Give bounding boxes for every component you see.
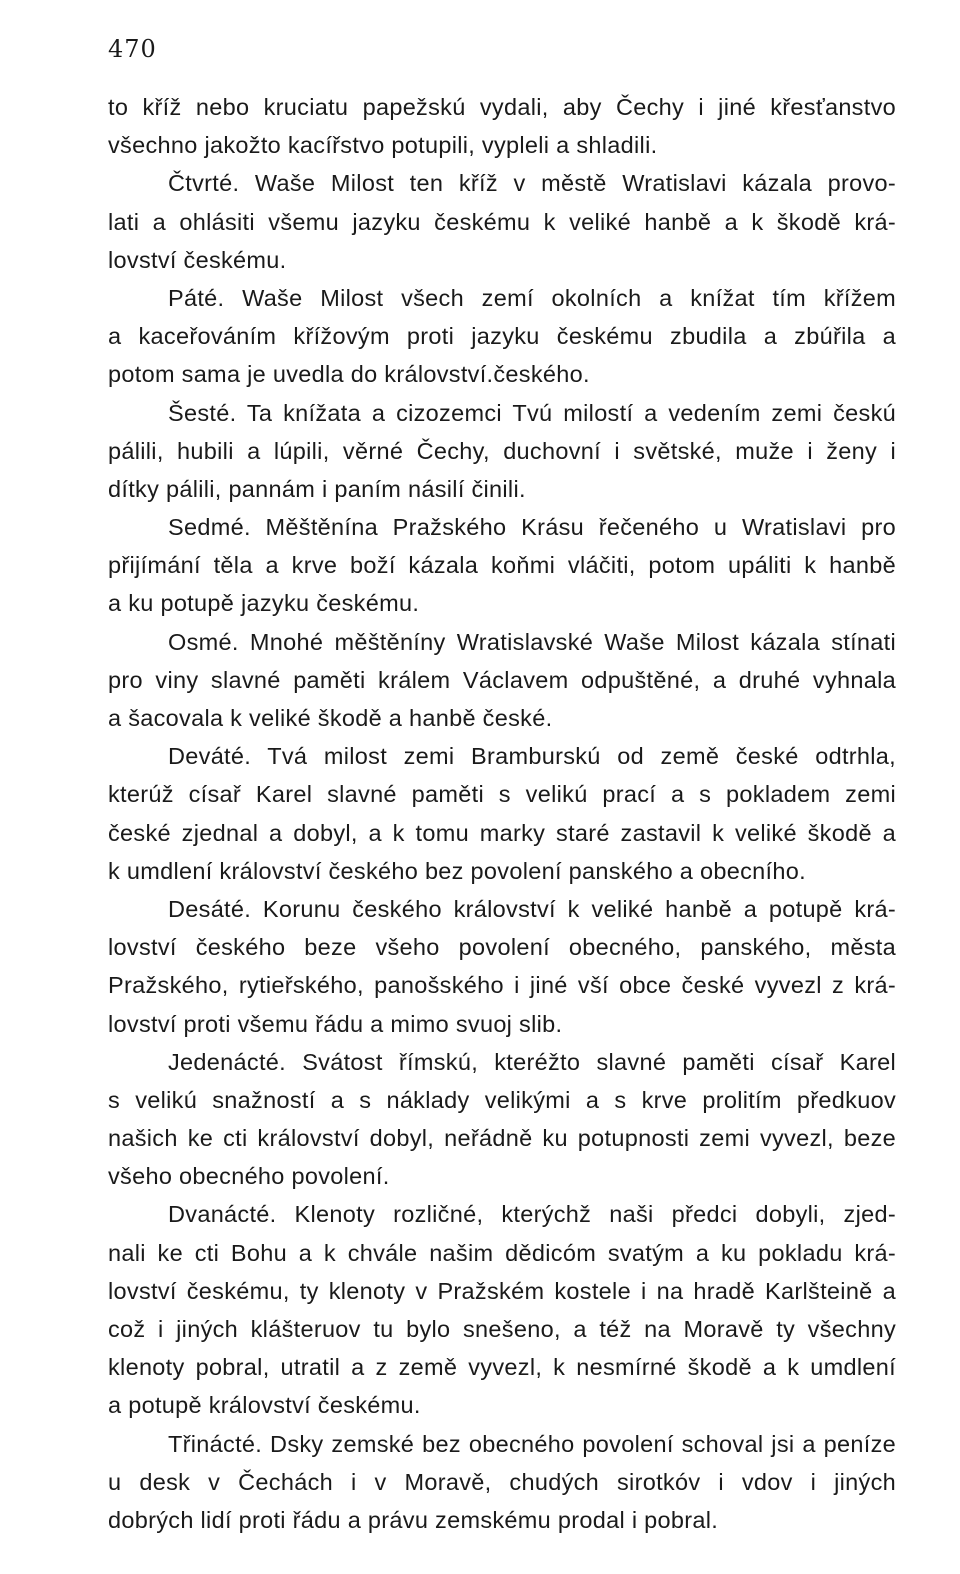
text-body bbox=[108, 88, 896, 1539]
text-line: a ku potupě jazyku českému. bbox=[108, 590, 420, 617]
text-line: a šacovala k veliké škodě a hanbě české. bbox=[108, 705, 553, 731]
text-line: u desk v Čechách i v Moravě, chudých sirotkóv i vdov i jiných bbox=[108, 1468, 896, 1495]
text-line: lati a ohlásiti všemu jazyku českému k veliké hanbě a k škodě krá- bbox=[108, 208, 896, 235]
text-line: všechno jakožto kacířstvo potupili, vypleli a shladili. bbox=[108, 132, 658, 159]
text-line: Osmé. Mnohé měštěníny Wratislavské Waše Milost kázala stínati bbox=[168, 628, 896, 655]
text-line: Třinácté. Dsky zemské bez obecného povolení schoval jsi a peníze bbox=[168, 1430, 896, 1457]
text-line: našich ke cti království dobyl, neřádně ku potupnosti zemi vyvezl, beze bbox=[108, 1125, 896, 1152]
text-line: s velikú snažností a s náklady velikými a s krve prolitím předkuov bbox=[108, 1086, 896, 1113]
text-line: dítky pálili, pannám i paním násilí činili. bbox=[108, 475, 526, 502]
text-line: lovství českého beze všeho povolení obecného, panského, města bbox=[108, 934, 896, 961]
text-line: Šesté. Ta knížata a cizozemci Tvú milostí a vedením zemi českú bbox=[168, 399, 896, 426]
text-line: lovství českému. bbox=[108, 246, 287, 273]
text-line: Jedenácté. Svátost římskú, kteréžto slavné paměti císař Karel bbox=[168, 1048, 896, 1075]
text-line: kterúž císař Karel slavné paměti s velikú prací a s pokladem zemi bbox=[108, 781, 896, 808]
text-line: všeho obecného povolení. bbox=[108, 1163, 390, 1190]
text-line: nali ke cti Bohu a k chvále našim dědicóm svatým a ku pokladu krá- bbox=[108, 1239, 896, 1266]
text-line: a kaceřováním křížovým proti jazyku českému zbudila a zbúřila a bbox=[108, 323, 896, 350]
text-line: a potupě království českému. bbox=[108, 1392, 421, 1419]
text-line: přijímání těla a krve boží kázala koňmi vláčiti, potom upáliti k hanbě bbox=[108, 552, 896, 579]
text-line: k umdlení království českého bez povolení panského a obecního. bbox=[108, 857, 806, 884]
text-line: Desáté. Korunu českého království k veliké hanbě a potupě krá- bbox=[168, 895, 896, 922]
text-line: klenoty pobral, utratil a z země vyvezl, k nesmírné škodě a k umdlení bbox=[108, 1354, 896, 1381]
text-line: Dvanácté. Klenoty rozličné, kterýchž naši předci dobyli, zjed- bbox=[168, 1201, 896, 1228]
text-line: lovství českému, ty klenoty v Pražském kostele i na hradě Karlšteině a bbox=[108, 1277, 896, 1304]
text-line: což i jiných klášteruov tu bylo snešeno, a též na Moravě ty všechny bbox=[108, 1316, 896, 1342]
text-line: to kříž nebo kruciatu papežskú vydali, aby Čechy i jiné křesťanstvo bbox=[108, 94, 896, 120]
text-line: Pražského, rytieřského, panošského i jiné vší obce české vyvezl z krá- bbox=[108, 972, 896, 999]
text-line: Deváté. Tvá milost zemi Bramburskú od země české odtrhla, bbox=[168, 743, 896, 770]
text-line: lovství proti všemu řádu a mimo svuoj slib. bbox=[108, 1010, 563, 1037]
text-line: potom sama je uvedla do království.českého. bbox=[108, 361, 590, 388]
page-number: 470 bbox=[108, 35, 157, 63]
text-line: dobrých lidí proti řádu a právu zemskému prodal i pobral. bbox=[108, 1506, 719, 1533]
text-line: Čtvrté. Waše Milost ten kříž v městě Wratislavi kázala provo- bbox=[168, 170, 896, 197]
text-line: pro viny slavné paměti králem Václavem odpuštěné, a druhé vyhnala bbox=[108, 666, 896, 693]
text-line: Páté. Waše Milost všech zemí okolních a knížat tím křížem bbox=[168, 284, 896, 311]
text-line: české zjednal a dobyl, a k tomu marky staré zastavil k veliké škodě a bbox=[108, 819, 896, 846]
text-line: pálili, hubili a lúpili, věrné Čechy, duchovní i světské, muže i ženy i bbox=[108, 437, 896, 464]
text-line: Sedmé. Měštěnína Pražského Krásu řečeného u Wratislavi pro bbox=[168, 514, 896, 541]
